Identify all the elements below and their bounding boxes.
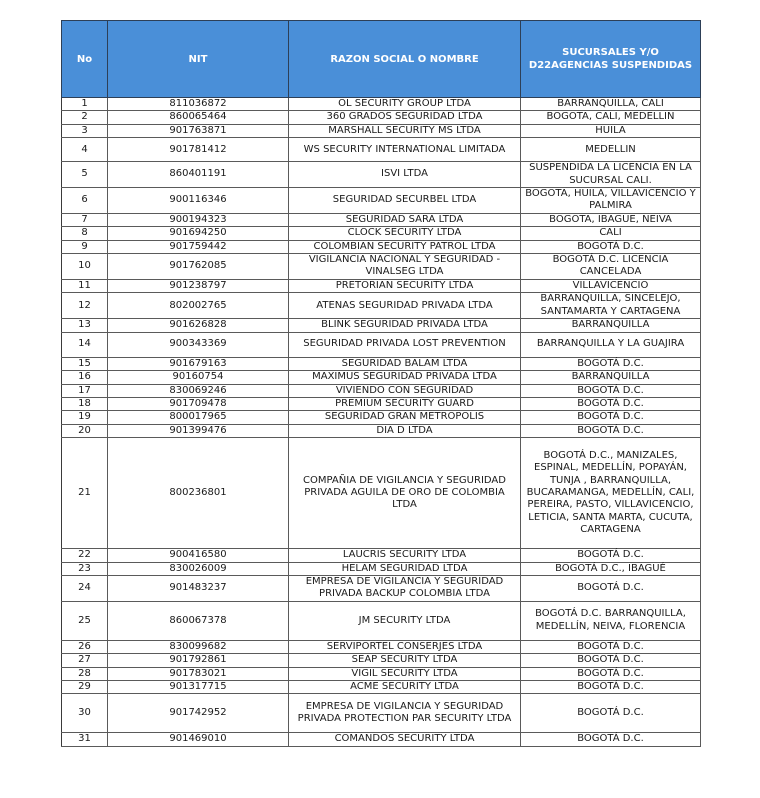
table-row — [62, 694, 701, 733]
table-row — [62, 240, 701, 253]
table-header — [62, 21, 701, 98]
table-row — [62, 254, 701, 280]
header-row — [62, 21, 701, 98]
row-no: 19 — [62, 411, 108, 424]
row-nit: 901469010 — [108, 733, 289, 746]
row-no: 5 — [62, 162, 108, 188]
table-row — [62, 733, 701, 746]
row-sucursales: BOGOTÁ D.C. BARRANQUILLA, MEDELLÍN, NEIVA, FLORENCIA — [521, 601, 701, 640]
row-razon-social: WS SECURITY INTERNATIONAL LIMITADA — [289, 138, 521, 162]
row-nit: 901679163 — [108, 357, 289, 370]
row-sucursales: CALI — [521, 227, 701, 240]
table-row — [62, 293, 701, 319]
row-razon-social: LAUCRIS SECURITY LTDA — [289, 549, 521, 562]
row-no: 27 — [62, 654, 108, 667]
table-row — [62, 111, 701, 124]
row-sucursales: BOGOTÁ D.C. — [521, 549, 701, 562]
table-row — [62, 188, 701, 214]
row-nit: 860067378 — [108, 601, 289, 640]
table-row — [62, 371, 701, 384]
row-sucursales: BARRANQUILLA — [521, 319, 701, 332]
row-nit: 860065464 — [108, 111, 289, 124]
row-nit: 901626828 — [108, 319, 289, 332]
row-nit: 802002765 — [108, 293, 289, 319]
row-no: 21 — [62, 438, 108, 549]
table-row — [62, 319, 701, 332]
row-razon-social: HELAM SEGURIDAD LTDA — [289, 562, 521, 575]
row-no: 1 — [62, 98, 108, 111]
row-razon-social: SEGURIDAD SECURBEL LTDA — [289, 188, 521, 214]
row-no: 12 — [62, 293, 108, 319]
row-sucursales: SUSPENDIDA LA LICENCIA EN LA SUCURSAL CALI. — [521, 162, 701, 188]
row-sucursales: BARRANQUILLA — [521, 371, 701, 384]
row-sucursales: BOGOTA, CALI, MEDELLIN — [521, 111, 701, 124]
row-no: 13 — [62, 319, 108, 332]
row-razon-social: SERVIPORTEL CONSERJES LTDA — [289, 640, 521, 653]
table-row — [62, 654, 701, 667]
table-row — [62, 213, 701, 226]
row-sucursales: HUILA — [521, 124, 701, 137]
row-sucursales: BOGOTÁ D.C. — [521, 680, 701, 693]
row-nit: 901763871 — [108, 124, 289, 137]
row-sucursales: BOGOTA, HUILA, VILLAVICENCIO Y PALMIRA — [521, 188, 701, 214]
row-nit: 811036872 — [108, 98, 289, 111]
row-no: 29 — [62, 680, 108, 693]
row-nit: 901762085 — [108, 254, 289, 280]
row-no: 18 — [62, 397, 108, 410]
row-no: 15 — [62, 357, 108, 370]
table-row — [62, 424, 701, 437]
row-razon-social: MARSHALL SECURITY MS LTDA — [289, 124, 521, 137]
header-razon-social: RAZON SOCIAL O NOMBRE — [289, 21, 521, 98]
row-nit: 901792861 — [108, 654, 289, 667]
row-no: 11 — [62, 279, 108, 292]
row-nit: 901399476 — [108, 424, 289, 437]
row-nit: 901783021 — [108, 667, 289, 680]
row-razon-social: MAXIMUS SEGURIDAD PRIVADA LTDA — [289, 371, 521, 384]
row-razon-social: ATENAS SEGURIDAD PRIVADA LTDA — [289, 293, 521, 319]
row-nit: 830069246 — [108, 384, 289, 397]
row-razon-social: ISVI LTDA — [289, 162, 521, 188]
row-no: 23 — [62, 562, 108, 575]
row-no: 7 — [62, 213, 108, 226]
row-sucursales: BOGOTA, IBAGUE, NEIVA — [521, 213, 701, 226]
row-sucursales: BOGOTÁ D.C. — [521, 667, 701, 680]
row-no: 10 — [62, 254, 108, 280]
row-no: 31 — [62, 733, 108, 746]
row-razon-social: JM SECURITY LTDA — [289, 601, 521, 640]
row-no: 25 — [62, 601, 108, 640]
row-no: 4 — [62, 138, 108, 162]
row-razon-social: PRETORIAN SECURITY LTDA — [289, 279, 521, 292]
row-razon-social: SEGURIDAD SARA LTDA — [289, 213, 521, 226]
table-row — [62, 227, 701, 240]
row-razon-social: CLOCK SECURITY LTDA — [289, 227, 521, 240]
row-razon-social: COMANDOS SECURITY LTDA — [289, 733, 521, 746]
header-no: No — [62, 21, 108, 98]
row-sucursales: BOGOTÁ D.C. — [521, 694, 701, 733]
table-row — [62, 384, 701, 397]
row-razon-social: SEGURIDAD GRAN METROPOLIS — [289, 411, 521, 424]
row-nit: 901483237 — [108, 575, 289, 601]
table-row — [62, 575, 701, 601]
row-sucursales: VILLAVICENCIO — [521, 279, 701, 292]
row-razon-social: PREMIUM SECURITY GUARD — [289, 397, 521, 410]
row-razon-social: SEAP SECURITY LTDA — [289, 654, 521, 667]
table-row — [62, 562, 701, 575]
row-sucursales: BARRANQUILLA, SINCELEJO, SANTAMARTA Y CARTAGENA — [521, 293, 701, 319]
row-razon-social: EMPRESA DE VIGILANCIA Y SEGURIDAD PRIVADA BACKUP COLOMBIA LTDA — [289, 575, 521, 601]
row-no: 8 — [62, 227, 108, 240]
row-no: 24 — [62, 575, 108, 601]
row-sucursales: BOGOTÁ D.C. — [521, 733, 701, 746]
table-row — [62, 279, 701, 292]
row-no: 3 — [62, 124, 108, 137]
row-razon-social: SEGURIDAD BALAM LTDA — [289, 357, 521, 370]
row-nit: 901238797 — [108, 279, 289, 292]
table-row — [62, 138, 701, 162]
table-row — [62, 680, 701, 693]
row-nit: 900343369 — [108, 332, 289, 357]
row-nit: 901317715 — [108, 680, 289, 693]
row-no: 20 — [62, 424, 108, 437]
row-nit: 860401191 — [108, 162, 289, 188]
row-no: 6 — [62, 188, 108, 214]
table-row — [62, 357, 701, 370]
row-nit: 830026009 — [108, 562, 289, 575]
row-sucursales: BOGOTÁ D.C., IBAGUÉ — [521, 562, 701, 575]
row-sucursales: BOGOTÁ D.C. — [521, 575, 701, 601]
row-nit: 901759442 — [108, 240, 289, 253]
row-no: 30 — [62, 694, 108, 733]
row-no: 14 — [62, 332, 108, 357]
table-row — [62, 438, 701, 549]
row-razon-social: ACME SECURITY LTDA — [289, 680, 521, 693]
row-nit: 800017965 — [108, 411, 289, 424]
row-sucursales: BOGOTÁ D.C. — [521, 357, 701, 370]
row-nit: 901709478 — [108, 397, 289, 410]
row-razon-social: VIVIENDO CON SEGURIDAD — [289, 384, 521, 397]
table-row — [62, 667, 701, 680]
row-razon-social: DIA D LTDA — [289, 424, 521, 437]
table-row — [62, 549, 701, 562]
row-razon-social: VIGILANCIA NACIONAL Y SEGURIDAD - VINALSEG LTDA — [289, 254, 521, 280]
row-razon-social: BLINK SEGURIDAD PRIVADA LTDA — [289, 319, 521, 332]
row-nit: 900194323 — [108, 213, 289, 226]
row-nit: 901781412 — [108, 138, 289, 162]
row-nit: 900116346 — [108, 188, 289, 214]
table-row — [62, 411, 701, 424]
row-sucursales: BOGOTÁ D.C. — [521, 411, 701, 424]
table-row — [62, 397, 701, 410]
row-razon-social: COLOMBIAN SECURITY PATROL LTDA — [289, 240, 521, 253]
table-row — [62, 162, 701, 188]
row-razon-social: VIGIL SECURITY LTDA — [289, 667, 521, 680]
row-nit: 90160754 — [108, 371, 289, 384]
row-no: 9 — [62, 240, 108, 253]
table-row — [62, 601, 701, 640]
row-nit: 800236801 — [108, 438, 289, 549]
table-row — [62, 640, 701, 653]
row-razon-social: EMPRESA DE VIGILANCIA Y SEGURIDAD PRIVADA PROTECTION PAR SECURITY LTDA — [289, 694, 521, 733]
row-sucursales: BOGOTÁ D.C. — [521, 640, 701, 653]
row-sucursales: BOGOTÁ D.C. — [521, 397, 701, 410]
row-no: 22 — [62, 549, 108, 562]
row-sucursales: BOGOTÁ D.C. — [521, 424, 701, 437]
table-row — [62, 98, 701, 111]
row-sucursales: MEDELLIN — [521, 138, 701, 162]
table-body — [62, 98, 701, 747]
row-no: 2 — [62, 111, 108, 124]
table-row — [62, 332, 701, 357]
row-sucursales: BOGOTÁ D.C., MANIZALES, ESPINAL, MEDELLÍN, POPAYÁN, TUNJA , BARRANQUILLA, BUCARAMANGA, MEDELLÍN, CALI, PEREIRA, PASTO, VILLAVICENCIO, LETICIA, SANTA MARTA, CUCUTA, CARTAGENA — [521, 438, 701, 549]
row-nit: 830099682 — [108, 640, 289, 653]
row-sucursales: BARRANQUILLA Y LA GUAJIRA — [521, 332, 701, 357]
row-sucursales: BOGOTÁ D.C. — [521, 654, 701, 667]
header-sucursales: SUCURSALES Y/O D22AGENCIAS SUSPENDIDAS — [521, 21, 701, 98]
row-sucursales: BOGOTÁ D.C. — [521, 240, 701, 253]
row-no: 26 — [62, 640, 108, 653]
row-razon-social: SEGURIDAD PRIVADA LOST PREVENTION — [289, 332, 521, 357]
table-row — [62, 124, 701, 137]
header-nit: NIT — [108, 21, 289, 98]
row-razon-social: COMPAÑIA DE VIGILANCIA Y SEGURIDAD PRIVADA AGUILA DE ORO DE COLOMBIA LTDA — [289, 438, 521, 549]
row-razon-social: OL SECURITY GROUP LTDA — [289, 98, 521, 111]
row-sucursales: BOGOTÁ D.C. LICENCIA CANCELADA — [521, 254, 701, 280]
row-no: 16 — [62, 371, 108, 384]
row-nit: 901694250 — [108, 227, 289, 240]
row-nit: 900416580 — [108, 549, 289, 562]
row-razon-social: 360 GRADOS SEGURIDAD LTDA — [289, 111, 521, 124]
row-sucursales: BARRANQUILLA, CALI — [521, 98, 701, 111]
row-no: 17 — [62, 384, 108, 397]
row-no: 28 — [62, 667, 108, 680]
row-nit: 901742952 — [108, 694, 289, 733]
row-sucursales: BOGOTÁ D.C. — [521, 384, 701, 397]
suspended-agencies-table — [61, 20, 701, 747]
